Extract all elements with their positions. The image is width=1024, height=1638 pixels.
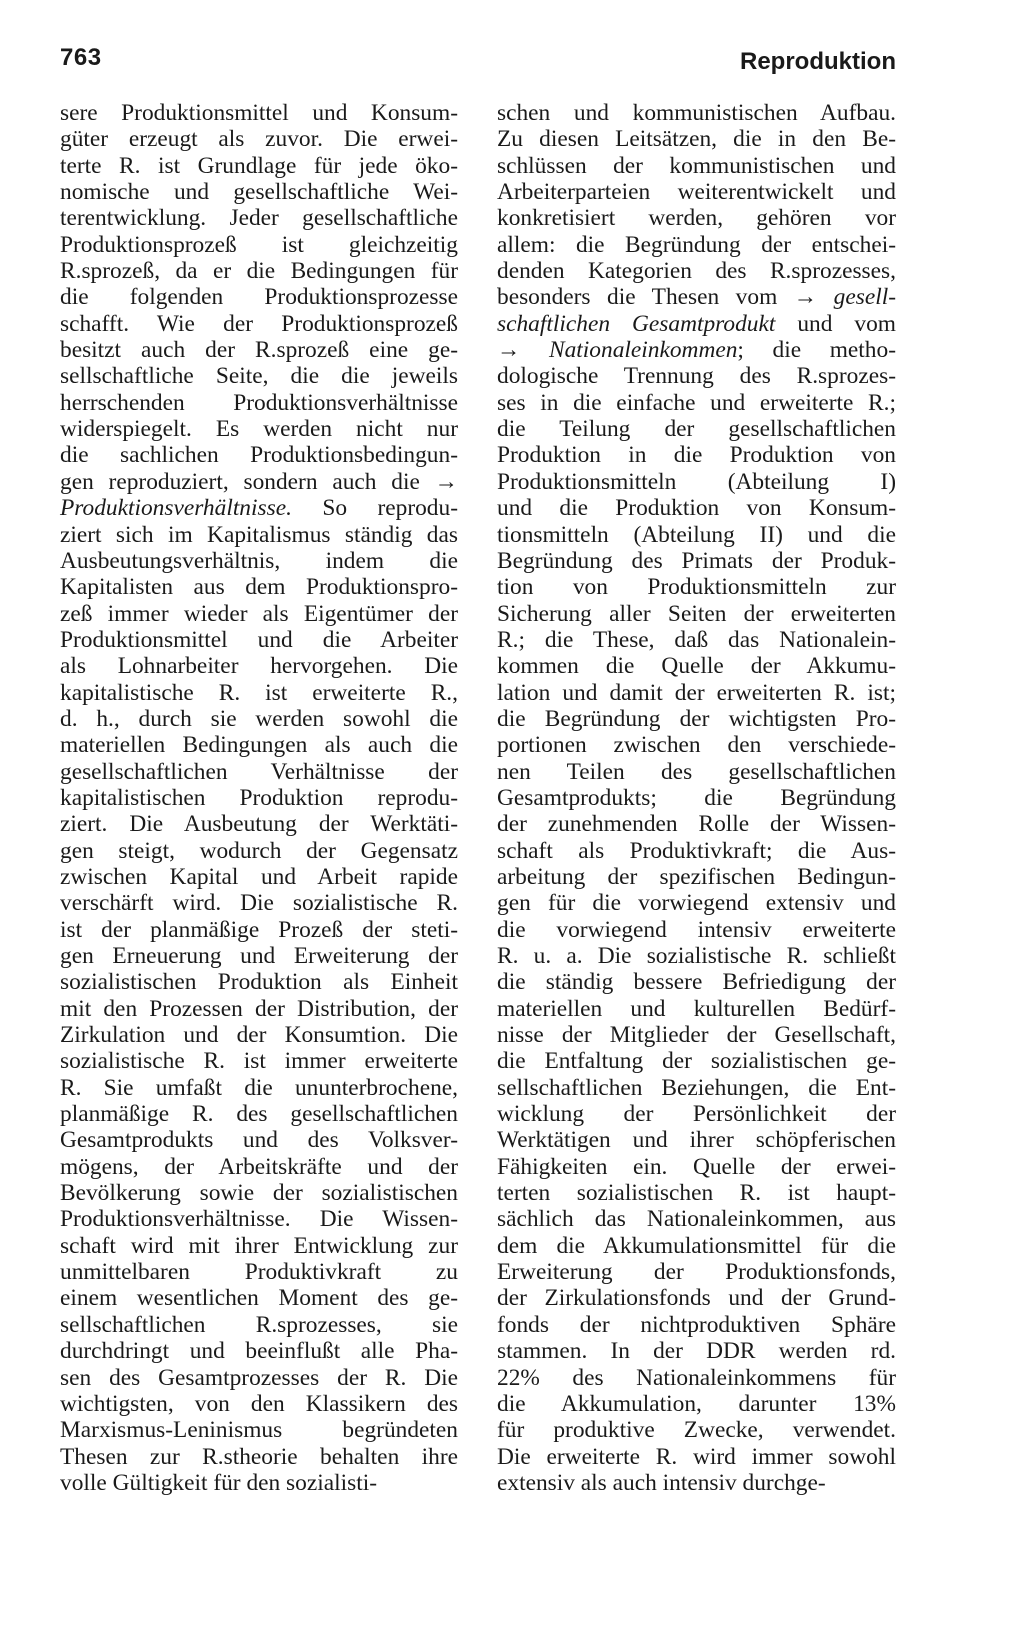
text-line [497,996,896,1022]
text-line [60,785,458,811]
text-line [497,258,896,284]
text-line [497,943,896,969]
italic-term: schaftlichen Gesamtprodukt [497,310,776,337]
text-segment: Gesamtprodukts und des Volksver- [60,1127,458,1154]
text-segment: die vorwiegend intensiv erweiterte [497,916,896,943]
text-segment: schlüssen der kommunistischen und [497,152,896,179]
text-segment: R.sprozeß, da er die Bedingungen für [60,258,458,285]
text-line [60,284,458,310]
text-segment: der zunehmenden Rolle der Wissen- [497,811,896,838]
text-segment: ; die metho- [737,337,896,364]
text-segment: denden Kategorien des R.sprozesses, [497,258,896,285]
text-line [60,522,458,548]
text-segment: Bevölkerung sowie der sozialistischen [60,1180,458,1207]
text-line [60,179,458,205]
text-segment: gen Erneuerung und Erweiterung der [60,943,458,969]
text-segment: Gesamtprodukts; die Begründung [497,784,896,811]
text-line [497,232,896,258]
text-segment: portionen zwischen den verschiede- [497,732,896,759]
text-segment: sellschaftlichen Beziehungen, die Ent- [497,1074,896,1101]
text-line [60,1101,458,1127]
text-segment: Sicherung aller Seiten der erweiterten [497,600,896,627]
text-segment: die Akkumulation, darunter 13% [497,1390,896,1417]
text-segment: sellschaftlichen R.sprozesses, sie [60,1311,458,1338]
text-segment: So reprodu- [322,495,458,522]
text-line [497,653,896,679]
text-line [497,706,896,732]
text-segment: sellschaftliche Seite, die die jeweils [60,363,458,390]
text-segment: volle Gültigkeit für den sozialisti- [60,1469,378,1496]
text-line [497,890,896,916]
text-segment: gen steigt, wodurch der Gegensatz [60,837,458,864]
text-segment: der Zirkulationsfonds und der Grund- [497,1285,896,1312]
text-segment: d. h., durch sie werden sowohl die [60,705,458,732]
text-line [60,1180,458,1206]
text-line [497,785,896,811]
text-segment: Erweiterung der Produktionsfonds, [497,1259,896,1286]
text-segment: schaft als Produktivkraft; die Aus- [497,837,896,864]
text-segment: Ausbeutungsverhältnis, indem die [60,547,458,574]
text-segment: lation und damit der erweiterten R. ist; [497,679,896,706]
text-segment: terte R. ist Grundlage für jede öko- [60,152,458,179]
text-segment: gen reproduziert, sondern auch die → [60,468,458,495]
text-line [60,495,458,521]
text-segment: sen des Gesamtprozesses der R. Die [60,1364,458,1391]
right-text-column [497,100,896,1496]
text-line [60,232,458,258]
text-segment: wichtigsten, von den Klassikern des [60,1390,458,1417]
text-segment: dologische Trennung des R.sprozes- [497,363,896,390]
text-line [497,100,896,126]
text-line [497,1312,896,1338]
text-segment: nomische und gesellschaftliche Wei- [60,179,458,206]
text-segment: Begründung des Primats der Produk- [497,547,896,574]
text-line [497,1022,896,1048]
text-line [497,179,896,205]
text-line [60,1127,458,1153]
text-segment: stammen. In der DDR werden rd. [497,1338,896,1365]
left-text-column [60,100,458,1496]
text-segment: konkretisiert werden, gehören vor [497,205,896,232]
text-line [497,1259,896,1285]
text-line [60,1048,458,1074]
text-segment: herrschenden Produktionsverhältnisse [60,389,458,416]
text-segment: Die erweiterte R. wird immer sowohl [497,1443,896,1470]
text-segment: Werktätigen und ihrer schöpferischen [497,1127,896,1154]
text-segment: besonders die Thesen vom → [497,284,818,311]
text-segment: Produktionsverhältnisse. Die Wissen- [60,1206,458,1233]
text-line [497,284,896,310]
text-line [60,890,458,916]
text-line [497,969,896,995]
text-line [497,469,896,495]
text-line [497,1391,896,1417]
text-line [497,311,896,337]
text-line [497,574,896,600]
text-line [60,126,458,152]
text-line [497,732,896,758]
text-segment: die Teilung der gesellschaftlichen [497,416,896,443]
text-segment: verschärft wird. Die sozialistische R. [60,890,458,917]
text-line [60,811,458,837]
text-segment: als Lohnarbeiter hervorgehen. Die [60,653,458,680]
text-segment: materiellen und kulturellen Bedürf- [497,995,896,1022]
text-line [60,706,458,732]
text-line [60,1075,458,1101]
text-line [60,574,458,600]
text-line [60,601,458,627]
text-segment: dem die Akkumulationsmittel für die [497,1232,896,1259]
italic-term: gesell- [833,284,896,311]
text-segment: tionsmitteln (Abteilung II) und die [497,521,896,548]
text-segment: durchdringt und beeinflußt alle Pha- [60,1338,458,1365]
text-line [497,363,896,389]
text-line [60,1154,458,1180]
text-line [497,1417,896,1443]
text-segment: kapitalistische R. ist erweiterte R., [60,679,458,706]
text-line [60,390,458,416]
text-segment: kommen die Quelle der Akkumu- [497,653,896,680]
text-segment: die Entfaltung der sozialistischen ge- [497,1048,896,1075]
text-segment: sozialistische R. ist immer erweiterte [60,1048,458,1075]
text-line [497,1048,896,1074]
text-line [497,1338,896,1364]
text-line [497,864,896,890]
text-line [60,442,458,468]
text-line [497,917,896,943]
text-line [497,1127,896,1153]
running-head: Reproduktion [740,48,896,75]
text-line [497,390,896,416]
text-segment: schaft wird mit ihrer Entwicklung zur [60,1232,458,1259]
text-line [60,1391,458,1417]
text-segment: R. u. a. Die sozialistische R. schließt [497,943,896,969]
text-segment: zwischen Kapital und Arbeit rapide [60,863,458,890]
text-segment: schafft. Wie der Produktionsprozeß [60,310,458,337]
text-segment: die folgenden Produktionsprozesse [60,284,458,311]
text-line [497,522,896,548]
text-segment: ist der planmäßige Prozeß der steti- [60,916,458,943]
text-segment: kapitalistischen Produktion reprodu- [60,784,458,811]
text-segment: die sachlichen Produktionsbedingun- [60,442,458,469]
text-segment: Produktion in die Produktion von [497,442,896,469]
text-segment: zeß immer wieder als Eigentümer der [60,600,458,627]
text-segment: Zu diesen Leitsätzen, die in den Be- [497,126,896,153]
text-line [60,996,458,1022]
text-line [60,969,458,995]
text-line [60,363,458,389]
text-segment: nen Teilen des gesellschaftlichen [497,758,896,785]
text-line [60,1417,458,1443]
text-line [60,1259,458,1285]
text-segment: gesellschaftlichen Verhältnisse der [60,758,458,785]
text-line [60,732,458,758]
text-line [497,759,896,785]
text-line [497,1101,896,1127]
italic-term: Produktionsverhältnisse. [60,495,292,522]
text-line [60,416,458,442]
text-segment: materiellen Bedingungen als auch die [60,732,458,759]
text-segment: Thesen zur R.stheorie behalten ihre [60,1443,458,1470]
text-segment: gen für die vorwiegend extensiv und [497,890,896,917]
text-segment: Kapitalisten aus dem Produktionspro- [60,574,458,601]
text-segment: sächlich das Nationaleinkommen, aus [497,1206,896,1233]
text-segment: widerspiegelt. Es werden nicht nur [60,416,458,443]
text-line [60,943,458,969]
text-segment: Zirkulation und der Konsumtion. Die [60,1022,458,1049]
text-segment: terentwicklung. Jeder gesellschaftliche [60,205,458,232]
text-line [60,153,458,179]
text-segment: besitzt auch der R.sprozeß eine ge- [60,337,458,364]
text-segment: schen und kommunistischen Aufbau. [497,100,896,126]
text-line [497,1180,896,1206]
text-segment: nisse der Mitglieder der Gesellschaft, [497,1022,896,1049]
text-segment: allem: die Begründung der entschei- [497,231,896,258]
text-line [497,548,896,574]
text-line [497,1206,896,1232]
text-line [60,1338,458,1364]
text-segment: tion von Produktionsmitteln zur [497,574,896,601]
text-segment: ziert sich im Kapitalismus ständig das [60,521,458,548]
text-segment: und vom [797,310,896,337]
text-segment: arbeitung der spezifischen Bedingun- [497,863,896,890]
text-segment: sozialistischen Produktion als Einheit [60,969,458,996]
text-line [497,1075,896,1101]
text-line [60,627,458,653]
text-line [60,1470,458,1496]
page-number: 763 [60,44,102,71]
text-segment: Produktionsmittel und die Arbeiter [60,626,458,653]
text-segment: Fähigkeiten ein. Quelle der erwei- [497,1153,896,1180]
text-segment: Marxismus-Leninismus begründeten [60,1417,458,1444]
text-line [497,1470,896,1496]
text-segment: mögens, der Arbeitskräfte und der [60,1153,458,1180]
text-line [60,548,458,574]
text-line [497,1365,896,1391]
text-line [497,126,896,152]
text-segment: R.; die These, daß das Nationalein- [497,626,896,653]
text-line [60,205,458,231]
text-segment: unmittelbaren Produktivkraft zu [60,1259,458,1286]
text-line [497,442,896,468]
text-line [497,601,896,627]
text-line [497,495,896,521]
text-segment: terten sozialistischen R. ist haupt- [497,1180,896,1207]
text-segment: Produktionsprozeß ist gleichzeitig [60,231,458,258]
text-segment: → [497,337,521,364]
text-line [60,917,458,943]
text-line [497,1444,896,1470]
text-line [60,1365,458,1391]
text-segment: ses in die einfache und erweiterte R.; [497,389,896,416]
text-line [60,653,458,679]
text-segment: güter erzeugt als zuvor. Die erwei- [60,126,458,153]
text-segment: für produktive Zwecke, verwendet. [497,1417,896,1444]
text-segment: ziert. Die Ausbeutung der Werktäti- [60,811,458,838]
text-segment: R. Sie umfaßt die ununterbrochene, [60,1074,458,1101]
text-segment: fonds der nichtproduktiven Sphäre [497,1311,896,1338]
text-line [60,311,458,337]
text-line [60,469,458,495]
text-segment: die ständig bessere Befriedigung der [497,969,896,996]
text-line [497,416,896,442]
text-line [497,1285,896,1311]
text-line [497,811,896,837]
text-line [60,1312,458,1338]
text-line [497,680,896,706]
text-line [497,337,896,363]
text-line [497,627,896,653]
text-line [60,100,458,126]
text-line [497,838,896,864]
italic-term: Nationaleinkommen [549,337,738,364]
text-line [60,337,458,363]
text-line [60,1233,458,1259]
text-line [60,759,458,785]
text-line [60,680,458,706]
text-line [497,153,896,179]
text-segment: planmäßige R. des gesellschaftlichen [60,1101,458,1128]
text-line [60,1444,458,1470]
text-line [60,864,458,890]
text-segment: sere Produktionsmittel und Konsum- [60,100,458,126]
text-segment: einem wesentlichen Moment des ge- [60,1285,458,1312]
text-segment: Arbeiterparteien weiterentwickelt und [497,179,896,206]
text-segment: Produktionsmitteln (Abteilung I) [497,468,896,495]
text-line [60,838,458,864]
text-segment: wicklung der Persönlichkeit der [497,1101,896,1128]
text-line [497,1154,896,1180]
text-segment: die Begründung der wichtigsten Pro- [497,705,896,732]
text-line [60,1022,458,1048]
text-line [60,1206,458,1232]
text-line [497,1233,896,1259]
text-segment: mit den Prozessen der Distribution, der [60,995,458,1022]
text-segment: extensiv als auch intensiv durchge- [497,1469,826,1496]
text-segment: und die Produktion von Konsum- [497,495,896,522]
text-line [60,1285,458,1311]
text-line [60,258,458,284]
text-segment: 22% des Nationaleinkommens für [497,1364,896,1391]
text-line [497,205,896,231]
